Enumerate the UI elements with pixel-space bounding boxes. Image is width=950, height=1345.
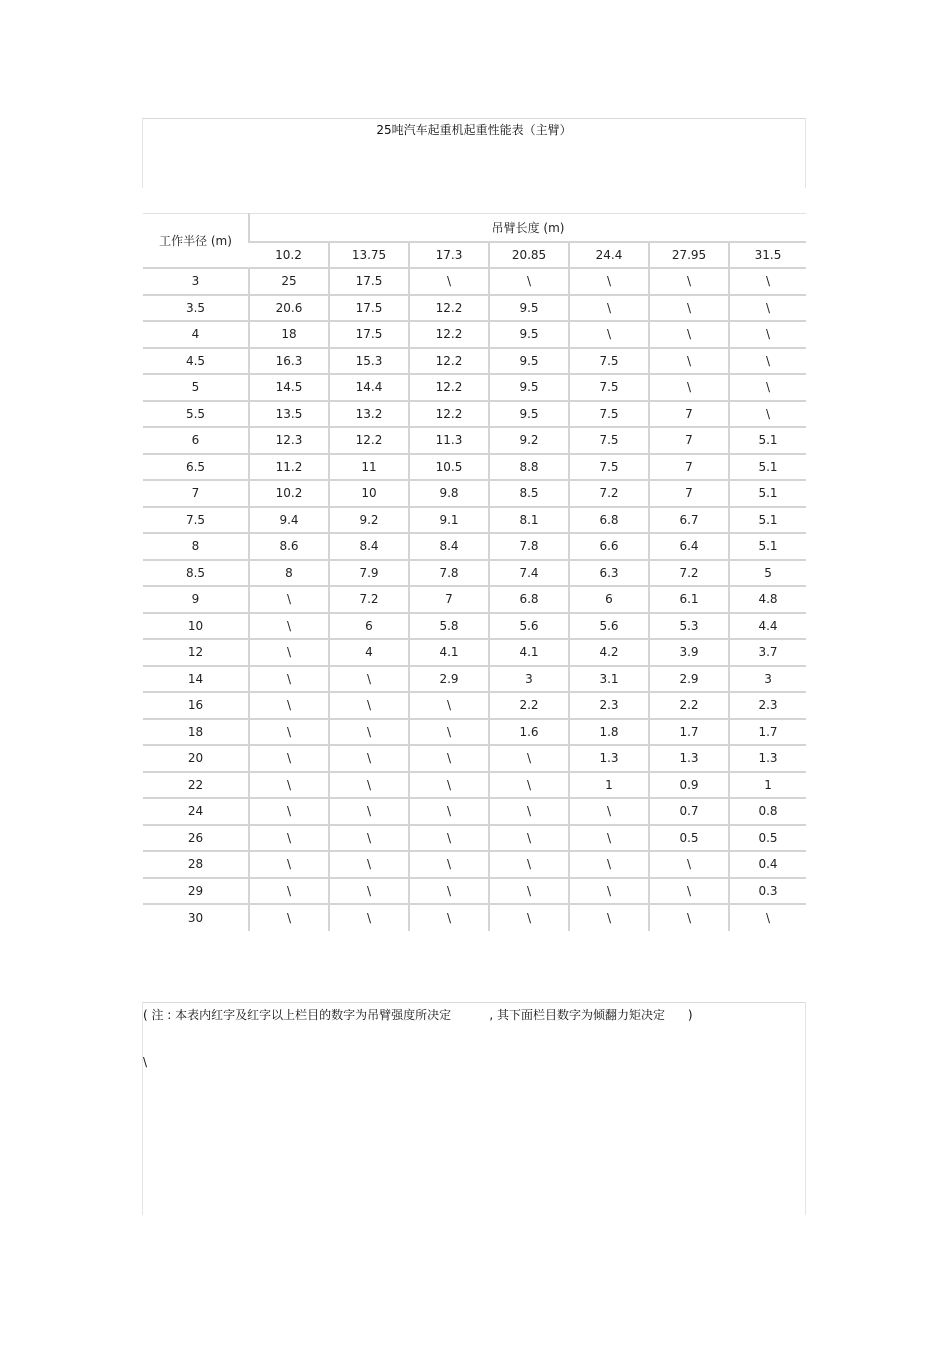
- capacity-cell: 20.6: [249, 295, 329, 322]
- capacity-cell: 6.1: [649, 586, 729, 613]
- radius-header: 工作半径 (m): [143, 214, 249, 269]
- capacity-cell: 5.3: [649, 613, 729, 640]
- capacity-cell: 12.2: [409, 374, 489, 401]
- capacity-cell: \: [329, 825, 409, 852]
- capacity-cell: 2.2: [649, 692, 729, 719]
- capacity-cell: 7: [649, 454, 729, 481]
- capacity-cell: \: [329, 772, 409, 799]
- capacity-cell: \: [329, 878, 409, 905]
- capacity-cell: 1.3: [649, 745, 729, 772]
- capacity-cell: 0.8: [729, 798, 806, 825]
- capacity-cell: 10.5: [409, 454, 489, 481]
- capacity-cell: 3.1: [569, 666, 649, 693]
- capacity-cell: 8.4: [329, 533, 409, 560]
- table-row: [143, 427, 806, 454]
- capacity-cell: \: [249, 639, 329, 666]
- capacity-cell: 1: [569, 772, 649, 799]
- capacity-cell: 9.5: [489, 321, 569, 348]
- boom-length-cell: 31.5: [729, 242, 806, 269]
- capacity-cell: 6.4: [649, 533, 729, 560]
- radius-cell: 5: [143, 374, 249, 401]
- capacity-cell: 7.5: [569, 454, 649, 481]
- capacity-cell: 7.5: [569, 427, 649, 454]
- radius-cell: 6.5: [143, 454, 249, 481]
- capacity-cell: 6.3: [569, 560, 649, 587]
- capacity-cell: 2.3: [729, 692, 806, 719]
- radius-cell: 22: [143, 772, 249, 799]
- table-row: [143, 878, 806, 905]
- capacity-cell: \: [329, 692, 409, 719]
- boom-length-cell: 13.75: [329, 242, 409, 269]
- capacity-cell: 5.1: [729, 427, 806, 454]
- capacity-cell: 0.5: [649, 825, 729, 852]
- boom-length-cell: 27.95: [649, 242, 729, 269]
- capacity-cell: 7: [649, 401, 729, 428]
- capacity-cell: 8.4: [409, 533, 489, 560]
- capacity-cell: 4.1: [489, 639, 569, 666]
- capacity-cell: 0.7: [649, 798, 729, 825]
- capacity-cell: 10: [329, 480, 409, 507]
- capacity-cell: \: [729, 295, 806, 322]
- radius-cell: 26: [143, 825, 249, 852]
- capacity-cell: 7: [409, 586, 489, 613]
- radius-cell: 4: [143, 321, 249, 348]
- capacity-cell: \: [649, 268, 729, 295]
- capacity-cell: \: [249, 745, 329, 772]
- capacity-cell: \: [569, 878, 649, 905]
- capacity-cell: 7.2: [329, 586, 409, 613]
- capacity-cell: 9.5: [489, 401, 569, 428]
- capacity-cell: \: [569, 851, 649, 878]
- capacity-cell: 12.2: [409, 348, 489, 375]
- capacity-cell: \: [569, 268, 649, 295]
- capacity-cell: 17.5: [329, 321, 409, 348]
- capacity-cell: 14.5: [249, 374, 329, 401]
- capacity-cell: \: [489, 878, 569, 905]
- capacity-cell: \: [729, 401, 806, 428]
- capacity-cell: 1.3: [729, 745, 806, 772]
- capacity-cell: 1: [729, 772, 806, 799]
- capacity-cell: \: [649, 295, 729, 322]
- capacity-cell: \: [649, 321, 729, 348]
- capacity-cell: \: [489, 904, 569, 931]
- capacity-cell: 9.8: [409, 480, 489, 507]
- capacity-cell: \: [489, 851, 569, 878]
- capacity-cell: 8.5: [489, 480, 569, 507]
- radius-cell: 6: [143, 427, 249, 454]
- capacity-cell: 5.1: [729, 454, 806, 481]
- table-row: [143, 798, 806, 825]
- capacity-cell: 9.5: [489, 348, 569, 375]
- table-row: [143, 401, 806, 428]
- capacity-cell: \: [249, 851, 329, 878]
- capacity-cell: \: [249, 586, 329, 613]
- radius-cell: 5.5: [143, 401, 249, 428]
- radius-cell: 28: [143, 851, 249, 878]
- boom-length-cell: 24.4: [569, 242, 649, 269]
- capacity-cell: 13.2: [329, 401, 409, 428]
- capacity-cell: 5.1: [729, 533, 806, 560]
- capacity-cell: \: [489, 745, 569, 772]
- capacity-cell: \: [409, 878, 489, 905]
- capacity-cell: 12.2: [329, 427, 409, 454]
- radius-cell: 8: [143, 533, 249, 560]
- radius-cell: 4.5: [143, 348, 249, 375]
- title-box: [142, 118, 806, 188]
- header-row: [143, 214, 806, 242]
- capacity-cell: \: [329, 719, 409, 746]
- capacity-cell: \: [329, 904, 409, 931]
- capacity-cell: \: [249, 904, 329, 931]
- capacity-cell: \: [489, 268, 569, 295]
- capacity-cell: 1.7: [649, 719, 729, 746]
- capacity-cell: 6.8: [569, 507, 649, 534]
- table-row: [143, 560, 806, 587]
- table-row: [143, 586, 806, 613]
- capacity-cell: 8.8: [489, 454, 569, 481]
- capacity-cell: \: [249, 825, 329, 852]
- capacity-cell: 3.9: [649, 639, 729, 666]
- boom-length-header: 吊臂长度 (m): [249, 214, 806, 242]
- capacity-cell: \: [249, 613, 329, 640]
- capacity-cell: 5.6: [489, 613, 569, 640]
- capacity-cell: \: [569, 904, 649, 931]
- capacity-cell: 4.4: [729, 613, 806, 640]
- radius-cell: 16: [143, 692, 249, 719]
- capacity-cell: \: [489, 798, 569, 825]
- table-body: [143, 268, 806, 931]
- capacity-cell: \: [409, 825, 489, 852]
- table-note: ( 注 : 本表内红字及红字以上栏目的数字为吊臂强度所决定 , 其下面栏目数字为倾翻力矩决定 ): [143, 1008, 693, 1022]
- capacity-cell: \: [729, 348, 806, 375]
- table-row: [143, 321, 806, 348]
- capacity-cell: 4.1: [409, 639, 489, 666]
- table-row: [143, 533, 806, 560]
- radius-cell: 10: [143, 613, 249, 640]
- capacity-cell: 0.9: [649, 772, 729, 799]
- table-row: [143, 348, 806, 375]
- capacity-cell: 0.5: [729, 825, 806, 852]
- capacity-cell: 6: [569, 586, 649, 613]
- capacity-cell: 1.3: [569, 745, 649, 772]
- capacity-cell: \: [649, 904, 729, 931]
- capacity-cell: 12.2: [409, 295, 489, 322]
- capacity-cell: 7.9: [329, 560, 409, 587]
- capacity-cell: \: [249, 666, 329, 693]
- capacity-cell: \: [409, 745, 489, 772]
- radius-cell: 30: [187, 910, 204, 925]
- radius-cell: 3: [143, 268, 249, 295]
- capacity-cell: 8: [249, 560, 329, 587]
- capacity-cell: 2.3: [569, 692, 649, 719]
- page-title: 25吨汽车起重机起重性能表（主臂）: [376, 123, 572, 137]
- capacity-cell: 3: [489, 666, 569, 693]
- table-row: [143, 454, 806, 481]
- capacity-cell: \: [649, 374, 729, 401]
- table-row: [143, 268, 806, 295]
- capacity-cell: \: [329, 666, 409, 693]
- capacity-cell: \: [409, 798, 489, 825]
- capacity-cell: 7.5: [569, 348, 649, 375]
- capacity-cell: \: [729, 904, 806, 931]
- capacity-cell: 7.2: [569, 480, 649, 507]
- table-row: [143, 745, 806, 772]
- table-row: [143, 613, 806, 640]
- table-row: [143, 480, 806, 507]
- capacity-cell: \: [569, 825, 649, 852]
- table-row: [143, 904, 806, 931]
- radius-cell: 7: [143, 480, 249, 507]
- capacity-cell: \: [329, 745, 409, 772]
- capacity-cell: 14.4: [329, 374, 409, 401]
- capacity-cell: \: [729, 321, 806, 348]
- capacity-cell: 10.2: [249, 480, 329, 507]
- capacity-cell: 7.5: [569, 374, 649, 401]
- radius-cell: 24: [143, 798, 249, 825]
- capacity-cell: 16.3: [249, 348, 329, 375]
- capacity-cell: 12.2: [409, 321, 489, 348]
- capacity-cell: 8.1: [489, 507, 569, 534]
- capacity-cell: 7.8: [409, 560, 489, 587]
- radius-cell: 7.5: [143, 507, 249, 534]
- capacity-cell: \: [249, 692, 329, 719]
- capacity-cell: \: [249, 772, 329, 799]
- capacity-cell: 9.5: [489, 374, 569, 401]
- capacity-cell: \: [729, 268, 806, 295]
- capacity-cell: 7: [649, 427, 729, 454]
- capacity-cell: 1.6: [489, 719, 569, 746]
- capacity-cell: 6.6: [569, 533, 649, 560]
- capacity-cell: \: [409, 719, 489, 746]
- capacity-cell: 9.2: [329, 507, 409, 534]
- capacity-cell: 7: [649, 480, 729, 507]
- capacity-cell: 0.4: [729, 851, 806, 878]
- capacity-cell: 12.3: [249, 427, 329, 454]
- capacity-cell: \: [729, 374, 806, 401]
- capacity-cell: 3: [729, 666, 806, 693]
- radius-cell: 14: [143, 666, 249, 693]
- capacity-cell: 0.3: [729, 878, 806, 905]
- capacity-cell: 9.2: [489, 427, 569, 454]
- capacity-cell: 11.3: [409, 427, 489, 454]
- table-row: [143, 295, 806, 322]
- table-row: [143, 666, 806, 693]
- boom-length-cell: 20.85: [489, 242, 569, 269]
- capacity-cell: 8.6: [249, 533, 329, 560]
- capacity-cell: 7.2: [649, 560, 729, 587]
- capacity-cell: \: [249, 878, 329, 905]
- capacity-cell: 17.5: [329, 295, 409, 322]
- radius-cell: 8.5: [143, 560, 249, 587]
- capacity-cell: 6.8: [489, 586, 569, 613]
- capacity-cell: 5: [729, 560, 806, 587]
- table-row: [143, 851, 806, 878]
- capacity-cell: 9.4: [249, 507, 329, 534]
- radius-cell: 29: [143, 878, 249, 905]
- note-mark: \: [143, 1055, 148, 1069]
- capacity-cell: 1.8: [569, 719, 649, 746]
- capacity-cell: 4: [329, 639, 409, 666]
- capacity-cell: \: [649, 878, 729, 905]
- capacity-cell: 1.7: [729, 719, 806, 746]
- capacity-cell: 7.4: [489, 560, 569, 587]
- capacity-cell: 6: [329, 613, 409, 640]
- radius-cell: 18: [143, 719, 249, 746]
- capacity-cell: 25: [249, 268, 329, 295]
- capacity-cell: 7.8: [489, 533, 569, 560]
- capacity-cell: 6.7: [649, 507, 729, 534]
- capacity-cell: 9.1: [409, 507, 489, 534]
- capacity-cell: 5.1: [729, 507, 806, 534]
- capacity-cell: 13.5: [249, 401, 329, 428]
- capacity-cell: \: [329, 851, 409, 878]
- table-row: [143, 639, 806, 666]
- capacity-cell: 15.3: [329, 348, 409, 375]
- capacity-cell: 5.1: [729, 480, 806, 507]
- capacity-cell: \: [249, 719, 329, 746]
- capacity-cell: \: [569, 321, 649, 348]
- capacity-cell: \: [249, 798, 329, 825]
- capacity-cell: 12.2: [409, 401, 489, 428]
- capacity-cell: \: [569, 295, 649, 322]
- table-row: [143, 772, 806, 799]
- capacity-cell: \: [409, 904, 489, 931]
- capacity-cell: 4.2: [569, 639, 649, 666]
- capacity-cell: \: [649, 851, 729, 878]
- capacity-cell: 18: [249, 321, 329, 348]
- table-row: [143, 719, 806, 746]
- radius-cell: 9: [143, 586, 249, 613]
- load-capacity-table: [143, 213, 806, 931]
- capacity-cell: 3.7: [729, 639, 806, 666]
- capacity-cell: 9.5: [489, 295, 569, 322]
- capacity-cell: \: [409, 772, 489, 799]
- capacity-cell: 11.2: [249, 454, 329, 481]
- table-row: [143, 507, 806, 534]
- capacity-cell: 5.8: [409, 613, 489, 640]
- capacity-cell: 11: [329, 454, 409, 481]
- capacity-cell: \: [649, 348, 729, 375]
- boom-length-cell: 10.2: [249, 242, 329, 269]
- capacity-cell: \: [489, 772, 569, 799]
- capacity-cell: 2.9: [409, 666, 489, 693]
- capacity-cell: 17.5: [329, 268, 409, 295]
- capacity-cell: \: [329, 798, 409, 825]
- radius-cell: 3.5: [143, 295, 249, 322]
- table-row: [143, 374, 806, 401]
- table-row: [143, 825, 806, 852]
- capacity-cell: 7.5: [569, 401, 649, 428]
- capacity-cell: \: [569, 798, 649, 825]
- capacity-cell: 4.8: [729, 586, 806, 613]
- capacity-cell: \: [409, 851, 489, 878]
- capacity-cell: \: [409, 692, 489, 719]
- radius-cell: 20: [143, 745, 249, 772]
- table-row: [143, 692, 806, 719]
- radius-cell: 12: [143, 639, 249, 666]
- capacity-cell: 5.6: [569, 613, 649, 640]
- capacity-cell: 2.9: [649, 666, 729, 693]
- note-box: [142, 1002, 806, 1215]
- capacity-cell: \: [409, 268, 489, 295]
- boom-length-cell: 17.3: [409, 242, 489, 269]
- capacity-cell: \: [489, 825, 569, 852]
- capacity-cell: 2.2: [489, 692, 569, 719]
